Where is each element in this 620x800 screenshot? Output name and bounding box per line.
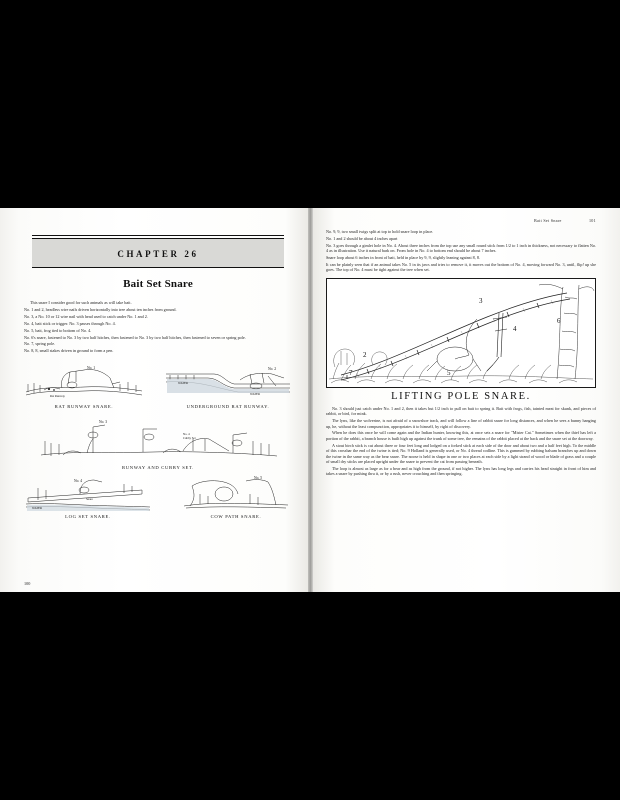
left-page — [0, 208, 310, 592]
underground-rat-runway-drawing — [164, 362, 292, 402]
figure-number: 5 — [447, 368, 451, 377]
paragraph: The loop is almost as large as for a bear and as high from the ground, if not higher. The lynx has long legs and carries his head straight in front of him and takes a snare by pushing thru it, or by a rush, never crouching and then springing. — [326, 465, 596, 477]
chapter-title: Bait Set Snare — [123, 278, 193, 290]
right-bottom-text — [326, 406, 596, 477]
figure-sublabel: No. 4 — [183, 431, 190, 436]
cow-path-snare-drawing — [180, 472, 292, 512]
paragraph: No. 6's snare, fastened to No. 3 by two half hitches, then fastened to No. 3 by two half hitches, then fastened to seven or spring pole. — [24, 334, 246, 340]
paragraph: It can be plainly seen that if an animal takes No. 5 in its jaws and tries to remove it, it moves out the bottom of No. 4, moving forward No. 3, until, flip! up she goes. The top of No. 4 must be tight against the tree when set. — [326, 262, 596, 273]
rat-runway-snare-drawing — [24, 362, 144, 402]
paragraph: The lynx, like the wolverine, is not afraid of a snowshoe track, and will follow a line of rabbit snare for long distances, and when he sees a bunny hanging up, he, without the least compunction, appropriates it to himself, by right of discovery. — [326, 418, 596, 429]
figure-art — [24, 362, 144, 402]
lifting-pole-snare-figure — [326, 278, 596, 388]
lifting-pole-snare-drawing — [327, 279, 595, 387]
figure-caption: LIFTING POLE SNARE. — [391, 390, 531, 402]
figure-sublabel: Snare — [86, 496, 93, 501]
paragraph: No. 1 and 2 should be about 4 inches apart — [326, 235, 398, 241]
figure-sublabel: Cubby Set — [183, 435, 196, 440]
paragraph: No. 1 and 2, headless wire nails driven horizontally into tree about ten inches from ground. — [24, 306, 177, 312]
right-top-text — [326, 229, 596, 273]
figure-caption: LOG SET SNARE. — [65, 513, 111, 519]
chapter-label: CHAPTER 26 — [117, 249, 199, 259]
paragraph: Snare loop about 6 inches in front of bait, held in place by 9, 9, slightly leaning against 8, 8. — [326, 255, 480, 261]
paragraph: No. 3 goes through a gimlet hole in No. 4. About three inches from the top use any small round stick from 1/2 to 1 inch in thickness, not necessary to flatten No. 4 as in illustration. Use it natural bark on. From hole in No. 4 to bottom end should be about 7 inches. — [326, 242, 596, 254]
figure-number: 3 — [479, 296, 483, 305]
running-head — [326, 218, 596, 223]
figure-art — [164, 362, 292, 402]
figure-caption: COW PATH SNARE. — [210, 513, 262, 519]
paragraph: A stout birch stick is cut about three or four feet long and lodged on a forked stick at each side of the door and about two and a half feet high. To the middle of this crossbar the end of the twine is tied; No. 9 Holland is generally used, or No. 4 thread codline. This is gummed by rubbing balsam branches up and down the twine in the same way as the bear snare. The noose is held in shape in one or two places at each side by a light strand of wood or blade of grass and a couple of small dry sticks are placed upright under the snare to prevent the cat from passing beneath. — [326, 442, 596, 464]
figure-number-label: No. 4 — [74, 478, 82, 483]
figure-rat-runway-snare — [24, 362, 144, 409]
figure-number: 2 — [363, 350, 367, 359]
chapter-banner — [32, 238, 284, 268]
paragraph: No. 3 should just catch under No. 1 and 2, then it takes but 1/2 inch to pull on bait to spring it. Bait with frogs, fish, tainted meat for skunk, and pieces of rabbit, or bird, for mink. — [326, 405, 596, 417]
paragraph: When he does this once he will come again and the Indian hunter, knowing this, at once sets a snare for "Mister Cat." Sometimes when the thief has left a portion of the rabbit, a branch house is built high up against the trunk of some tree, the remains of the rabbit placed at the back and the snare set at the doorway. — [326, 430, 596, 441]
figure-row-2 — [24, 411, 292, 470]
figure-number-label: No. 2 — [268, 366, 276, 371]
figure-art — [33, 411, 283, 463]
figure-number: 4 — [513, 324, 517, 333]
folio-left: 100 — [24, 581, 31, 586]
figure-caption: RAT RUNWAY SNARE. — [54, 403, 114, 409]
figure-sublabel: Rat Runway — [50, 393, 65, 398]
figure-caption: RUNWAY AND CUBBY SET. — [121, 464, 195, 470]
figure-number-label: No. 1 — [87, 365, 95, 370]
folio-right: 101 — [588, 218, 596, 223]
paragraph: No. 4, bait stick or trigger. No. 3 passes through No. 4. — [24, 320, 116, 326]
log-set-snare-drawing — [24, 472, 152, 512]
runway-and-cubby-set-drawing — [33, 411, 283, 463]
paragraph: This snare I consider good for such animals as will take bait. — [30, 300, 132, 305]
figure-number: 7 — [349, 368, 353, 377]
figure-number-label: No. 5 — [254, 475, 262, 480]
open-book-spread — [0, 208, 620, 592]
figure-number-label: No. 3 — [99, 419, 107, 424]
figure-row-1 — [24, 362, 292, 409]
figure-underground-rat-runway — [164, 362, 292, 409]
paragraph: No. 9, 9, two small twigs split at top to hold snare loop in place. — [326, 229, 434, 234]
right-page — [310, 208, 620, 592]
figure-art — [24, 472, 152, 512]
paragraph: No. 5, bait, frog tied to bottom of No. 4. — [24, 327, 92, 333]
figure-row-3 — [24, 472, 292, 519]
figure-number: 6 — [557, 316, 561, 325]
figure-log-set-snare — [24, 472, 152, 519]
figure-runway-and-cubby-set — [33, 411, 283, 470]
paragraph: No. 8, 8, small stakes driven in ground to form a pen. — [24, 348, 114, 354]
paragraph: No. 3, a No. 10 or 12 wire nail with head used to catch under No. 1 and 2. — [24, 313, 148, 319]
figure-sublabel: WATER — [250, 391, 260, 396]
figure-sublabel: WATER — [32, 505, 42, 510]
running-head-title: Bait Set Snare — [534, 218, 562, 223]
figure-cow-path-snare — [180, 472, 292, 519]
figure-sublabel: WATER — [178, 380, 188, 385]
figure-caption: UNDERGROUND RAT RUNWAY. — [186, 403, 270, 409]
figure-art — [180, 472, 292, 512]
figure-grid — [24, 362, 292, 519]
left-body-text — [24, 300, 292, 354]
paragraph: No. 7, spring pole. — [24, 341, 56, 347]
